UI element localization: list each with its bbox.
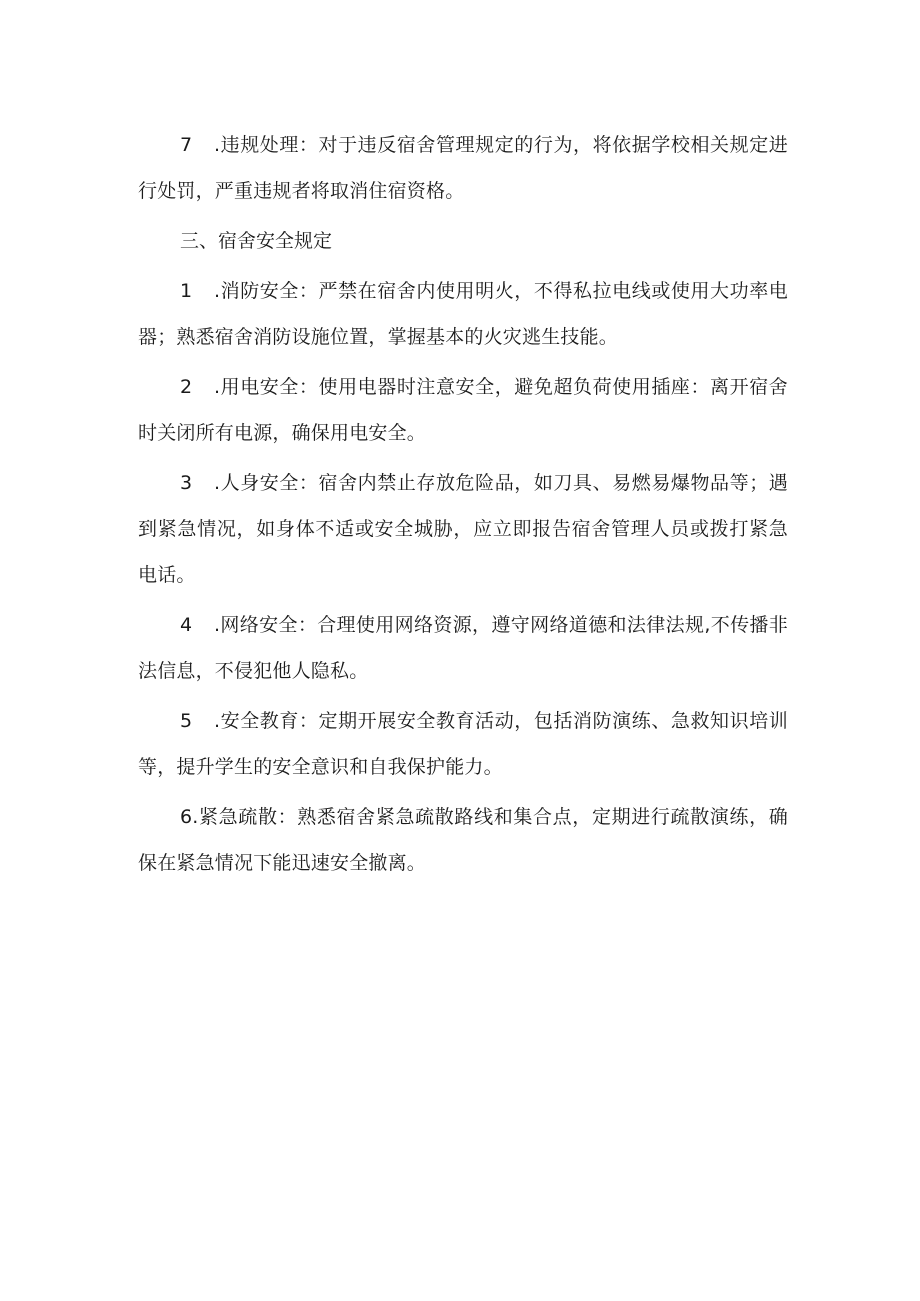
paragraph-text: 消防安全：严禁在宿舍内使用明火，不得私拉电线或使用大功率电器；熟悉宿舍消防设施位置，掌握基本的火灾逃生技能。 bbox=[138, 280, 788, 348]
paragraph-item-6 bbox=[138, 794, 788, 886]
item-separator: . bbox=[214, 280, 221, 302]
item-number: 3 bbox=[180, 472, 193, 494]
item-separator: . bbox=[192, 806, 199, 828]
item-number: 1 bbox=[180, 280, 193, 302]
item-separator: . bbox=[214, 134, 221, 156]
paragraph-item-1 bbox=[138, 268, 788, 360]
item-number: 2 bbox=[180, 376, 193, 398]
paragraph-text: 违规处理：对于违反宿舍管理规定的行为，将依据学校相关规定进行处罚，严重违规者将取消住宿资格。 bbox=[138, 134, 788, 202]
paragraph-text: 人身安全：宿舍内禁止存放危险品，如刀具、易燃易爆物品等；遇到紧急情况，如身体不适或安全城胁，应立即报告宿舍管理人员或拨打紧急电话。 bbox=[138, 472, 788, 586]
paragraph-item-4 bbox=[138, 602, 788, 694]
section-heading-text: 三、宿舍安全规定 bbox=[180, 230, 333, 252]
paragraph-item-2 bbox=[138, 364, 788, 456]
item-separator: . bbox=[214, 710, 221, 732]
paragraph-item-7 bbox=[138, 122, 788, 214]
paragraph-text: 紧急疏散：熟悉宿舍紧急疏散路线和集合点，定期进行疏散演练，确保在紧急情况下能迅速安全撤离。 bbox=[138, 806, 788, 874]
item-number: 4 bbox=[180, 614, 193, 636]
document-body bbox=[138, 122, 788, 890]
paragraph-text: 安全教育：定期开展安全教育活动，包括消防演练、急救知识培训等，提升学生的安全意识和自我保护能力。 bbox=[138, 710, 788, 778]
item-separator: . bbox=[214, 472, 221, 494]
item-number: 7 bbox=[180, 134, 193, 156]
item-number: 5 bbox=[180, 710, 193, 732]
item-separator: . bbox=[214, 614, 221, 636]
section-heading bbox=[138, 218, 788, 264]
paragraph-text: 网络安全：合理使用网络资源，遵守网络道德和法律法规,不传播非法信息，不侵犯他人隐私。 bbox=[138, 614, 788, 682]
item-separator: . bbox=[214, 376, 221, 398]
paragraph-item-5 bbox=[138, 698, 788, 790]
paragraph-item-3 bbox=[138, 460, 788, 598]
paragraph-text: 用电安全：使用电器时注意安全，避免超负荷使用插座：离开宿舍时关闭所有电源，确保用电安全。 bbox=[138, 376, 788, 444]
item-number: 6 bbox=[180, 806, 193, 828]
